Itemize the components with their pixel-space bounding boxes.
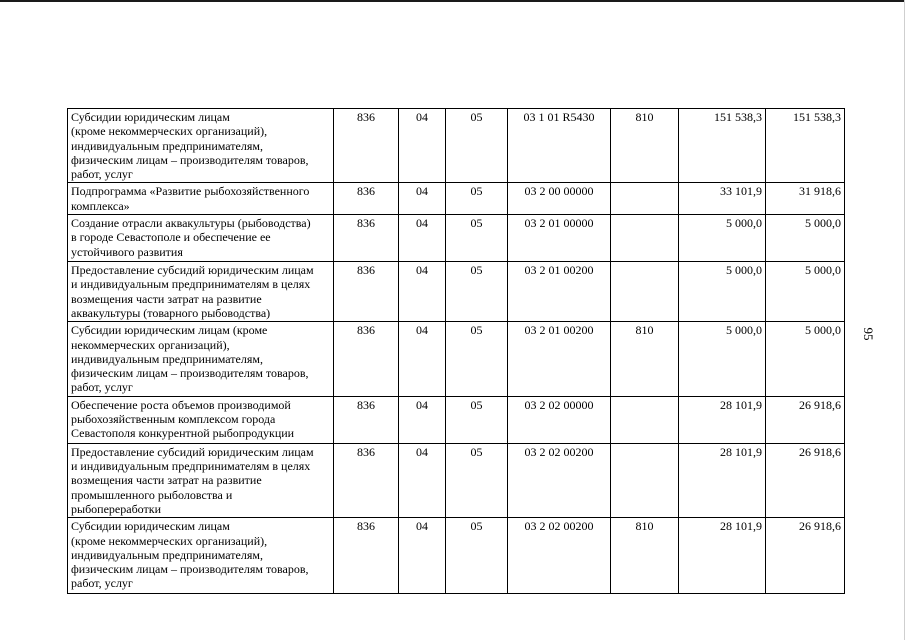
page-number: 95 [861,327,876,341]
expense-type-cell [611,443,679,517]
budget-table [67,108,845,594]
target-article-cell: 03 2 01 00000 [508,215,611,262]
row-name-cell: Предоставление субсидий юридическим лицам и индивидуальным предпринимателям в целях возмещения части затрат на развитие промышленного рыболовства и рыбопереработки [68,443,334,517]
table-row [68,322,845,396]
grbs-code-cell: 836 [334,518,399,594]
row-name-cell: Создание отрасли аквакультуры (рыбоводства) в городе Севастополе и обеспечение ее устойчивого развития [68,215,334,262]
section-code-cell: 04 [399,443,446,517]
table-body [68,109,845,594]
amount-year1-cell: 151 538,3 [679,109,766,183]
grbs-code-cell: 836 [334,396,399,443]
expense-type-cell [611,215,679,262]
amount-year1-cell: 28 101,9 [679,396,766,443]
table-row [68,396,845,443]
amount-year2-cell: 5 000,0 [766,262,845,322]
grbs-code-cell: 836 [334,109,399,183]
grbs-code-cell: 836 [334,183,399,215]
table-row [68,215,845,262]
amount-year1-cell: 28 101,9 [679,518,766,594]
row-name-cell: Субсидии юридическим лицам (кроме некоммерческих организаций), индивидуальным предпринимателям, физическим лицам – производителям товаров, работ, услуг [68,518,334,594]
section-code-cell: 04 [399,322,446,396]
grbs-code-cell: 836 [334,215,399,262]
section-code-cell: 04 [399,518,446,594]
subsection-code-cell: 05 [446,215,508,262]
target-article-cell: 03 2 00 00000 [508,183,611,215]
subsection-code-cell: 05 [446,443,508,517]
subsection-code-cell: 05 [446,183,508,215]
table-row [68,262,845,322]
section-code-cell: 04 [399,215,446,262]
expense-type-cell [611,183,679,215]
amount-year2-cell: 31 918,6 [766,183,845,215]
subsection-code-cell: 05 [446,322,508,396]
amount-year2-cell: 26 918,6 [766,443,845,517]
section-code-cell: 04 [399,396,446,443]
target-article-cell: 03 2 01 00200 [508,262,611,322]
target-article-cell: 03 2 01 00200 [508,322,611,396]
amount-year1-cell: 5 000,0 [679,322,766,396]
target-article-cell: 03 2 02 00200 [508,518,611,594]
subsection-code-cell: 05 [446,396,508,443]
table-row [68,109,845,183]
subsection-code-cell: 05 [446,518,508,594]
row-name-cell: Субсидии юридическим лицам (кроме некоммерческих организаций), индивидуальным предпринимателям, физическим лицам – производителям товаров, работ, услуг [68,109,334,183]
target-article-cell: 03 1 01 R5430 [508,109,611,183]
row-name-cell: Предоставление субсидий юридическим лицам и индивидуальным предпринимателям в целях возмещения части затрат на развитие аквакультуры (товарного рыбоводства) [68,262,334,322]
table-row [68,443,845,517]
expense-type-cell [611,262,679,322]
scan-border-top [0,0,905,2]
table-row [68,183,845,215]
target-article-cell: 03 2 02 00000 [508,396,611,443]
target-article-cell: 03 2 02 00200 [508,443,611,517]
grbs-code-cell: 836 [334,322,399,396]
subsection-code-cell: 05 [446,109,508,183]
expense-type-cell: 810 [611,109,679,183]
grbs-code-cell: 836 [334,262,399,322]
amount-year1-cell: 5 000,0 [679,262,766,322]
amount-year1-cell: 33 101,9 [679,183,766,215]
amount-year2-cell: 5 000,0 [766,215,845,262]
amount-year2-cell: 26 918,6 [766,518,845,594]
subsection-code-cell: 05 [446,262,508,322]
section-code-cell: 04 [399,109,446,183]
grbs-code-cell: 836 [334,443,399,517]
amount-year2-cell: 151 538,3 [766,109,845,183]
expense-type-cell: 810 [611,322,679,396]
amount-year1-cell: 5 000,0 [679,215,766,262]
amount-year2-cell: 26 918,6 [766,396,845,443]
section-code-cell: 04 [399,183,446,215]
table-row [68,518,845,594]
row-name-cell: Субсидии юридическим лицам (кроме некоммерческих организаций), индивидуальным предпринимателям, физическим лицам – производителям товаров, работ, услуг [68,322,334,396]
expense-type-cell: 810 [611,518,679,594]
expense-type-cell [611,396,679,443]
amount-year1-cell: 28 101,9 [679,443,766,517]
row-name-cell: Обеспечение роста объемов производимой рыбохозяйственным комплексом города Севастополя конкурентной рыбопродукции [68,396,334,443]
section-code-cell: 04 [399,262,446,322]
amount-year2-cell: 5 000,0 [766,322,845,396]
row-name-cell: Подпрограмма «Развитие рыбохозяйственного комплекса» [68,183,334,215]
